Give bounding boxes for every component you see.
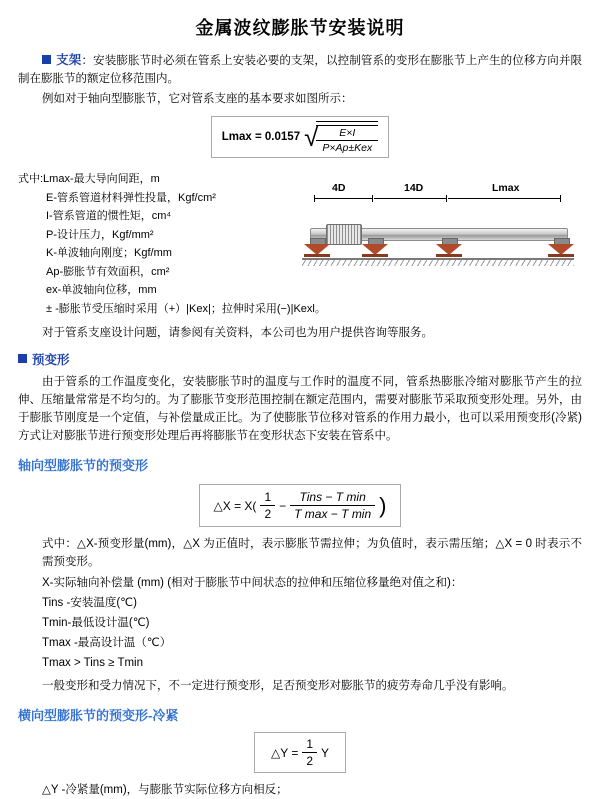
section-lateral-heading: 横向型膨胀节的预变形-冷紧 <box>18 708 179 723</box>
dimension-line <box>448 198 560 199</box>
formula-axial-rhs: ) <box>379 492 387 518</box>
formula-lateral-lhs: △Y = <box>270 745 299 760</box>
fraction-numerator: 1 <box>302 737 317 753</box>
list-item: Tmax > Tins ≥ Tmin <box>42 657 143 669</box>
section-axial-text-1: 式中：△X-预变形量(mm)，△X 为正值时，表示膨胀节需拉伸；为负值时，表示需压缩；△X = 0 时表示不需预变形。 <box>42 538 582 568</box>
dimension-tick <box>446 195 447 202</box>
anchor-support <box>548 238 574 258</box>
section-supports <box>0 50 600 342</box>
fraction-denominator: 2 <box>264 507 272 521</box>
anchor-base <box>436 254 462 257</box>
page-title: 金属波纹膨胀节安装说明 <box>195 18 405 38</box>
section-axial-symbol-list <box>18 573 582 673</box>
section-axial-predeformation <box>0 455 600 695</box>
anchor-base <box>304 254 330 257</box>
section-supports-paragraph-2: 例如对于轴向型膨胀节，它对管系支座的基本要求如图所示： <box>42 93 353 105</box>
legend-item: Ap-膨胀节有效面积，cm² <box>46 265 170 278</box>
section-predeformation-heading-row <box>18 350 582 370</box>
list-item: Tmin-最低设计温(℃) <box>42 617 150 629</box>
ground-hatching <box>302 260 574 266</box>
legend-list <box>18 170 326 318</box>
legend-item: P-设计压力，Kgf/mm² <box>46 228 154 241</box>
section-predeformation-heading: 预变形 <box>32 353 70 367</box>
section-supports-tail: 对于管系支座设计问题，请参阅有关资料，本公司也为用户提供咨询等服务。 <box>42 327 433 339</box>
fraction <box>316 125 378 154</box>
list-item: Tins -安装温度(℃) <box>42 597 137 609</box>
list-item: Tmax -最高设计温（℃） <box>42 637 172 649</box>
diagram-label-14d: 14D <box>404 182 424 194</box>
radical-sign-icon: √ <box>304 122 319 152</box>
formula-lateral-rhs: Y <box>321 745 330 760</box>
section-lateral-text-1: △Y -冷紧量(mm)，与膨胀节实际位移方向相反； <box>42 784 288 796</box>
diagram-column <box>296 164 582 274</box>
fraction-numerator: E×I <box>316 127 378 141</box>
formula-lmax-wrap <box>18 116 582 158</box>
anchor-support <box>304 238 330 258</box>
blue-square-bullet-icon <box>42 55 51 64</box>
anchor-support <box>362 238 388 258</box>
formula-axial <box>199 484 402 527</box>
formula-lateral-half <box>302 737 317 768</box>
formula-lmax <box>211 116 389 158</box>
dimension-line <box>314 198 372 199</box>
dimension-tick <box>372 195 373 202</box>
fraction-numerator: Tins − T min <box>290 490 375 506</box>
section-axial-heading: 轴向型膨胀节的预变形 <box>18 458 149 473</box>
legend-column <box>18 164 326 318</box>
list-item: X-实际轴向补偿量 (mm) (相对于膨胀节中间状态的拉伸和压缩位移量绝对值之和)： <box>42 577 463 589</box>
bellows-expansion-joint <box>326 224 362 245</box>
diagram-dimension-row <box>296 182 578 202</box>
fraction-denominator: T max − T min <box>294 507 372 521</box>
formula-lmax-lhs: Lmax = 0.0157 <box>221 131 301 143</box>
fraction-numerator: 1 <box>260 490 275 506</box>
dimension-tick <box>560 195 561 202</box>
section-predeformation <box>0 350 600 445</box>
formula-axial-half <box>260 490 275 521</box>
section-axial-note: 一般变形和受力情况下，不一定进行预变形，足否预变形对膨胀节的疲劳寿命几乎没有影响。 <box>42 680 514 692</box>
section-supports-text-1: 安装膨胀节时必须在管系上安装必要的支架，以控制管系的变形在膨胀节上产生的位移方向并限制在膨胀节的额定位移范围内。 <box>18 55 582 85</box>
legend-item: ± -膨胀节受压缩时采用（+）|Kex|；拉伸时采用(−)|Kexl。 <box>46 302 326 315</box>
anchor-support <box>436 238 462 258</box>
fraction-denominator: P×Ap±Kex <box>322 142 373 154</box>
section-supports-heading: 支架 <box>56 53 82 67</box>
diagram-label-4d: 4D <box>332 182 346 194</box>
section-supports-paragraph-1: 支架：安装膨胀节时必须在管系上安装必要的支架，以控制管系的变形在膨胀节上产生的位移方向并限制在膨胀节的额定位移范围内。 <box>18 53 582 85</box>
formula-lmax-radical <box>304 121 378 153</box>
dimension-line <box>374 198 446 199</box>
formula-axial-minus: − <box>279 498 287 513</box>
legend-and-diagram-row <box>18 164 582 318</box>
fraction-denominator: 2 <box>306 754 314 768</box>
formula-lateral <box>254 732 346 773</box>
dimension-tick <box>314 195 315 202</box>
formula-axial-temp-fraction <box>290 490 375 521</box>
formula-axial-wrap <box>18 484 582 527</box>
formula-lmax-fraction <box>316 121 378 153</box>
formula-axial-lhs: △X = X( <box>213 498 257 513</box>
blue-square-bullet-icon <box>18 354 27 363</box>
legend-item: 式中:Lmax-最大导向间距，m <box>18 173 160 185</box>
anchor-base <box>548 254 574 257</box>
legend-item: E-管系管道材料弹性投量，Kgf/cm² <box>46 191 216 204</box>
document-page <box>0 14 600 796</box>
anchor-base <box>362 254 388 257</box>
pipe-support-diagram <box>296 182 578 274</box>
legend-item: I-管系管道的惯性矩，cm⁴ <box>46 210 172 222</box>
diagram-label-lmax: Lmax <box>492 182 520 194</box>
legend-item: K-单波轴向刚度；Kgf/mm <box>46 247 172 259</box>
legend-item: ex-单波轴向位移，mm <box>46 284 157 296</box>
section-lateral-predeformation <box>0 705 600 799</box>
formula-lateral-wrap <box>18 732 582 773</box>
section-predeformation-text: 由于管系的工作温度变化，安装膨胀节时的温度与工作时的温度不同，管系热膨胀冷缩对膨胀节产生的拉伸、压缩量常常是不均匀的。为了膨胀节变形范围控制在额定范围内，需要对膨胀节采取预变形处理。另外，由于膨胀节刚度是一个定值，与补偿量成正比。为了使膨胀节位移对管系的作用力最小，也可以采用预变形(冷紧)方式让对膨胀节进行预变形处理后再将膨胀节在变形状态下安装在管系中。 <box>18 376 582 442</box>
